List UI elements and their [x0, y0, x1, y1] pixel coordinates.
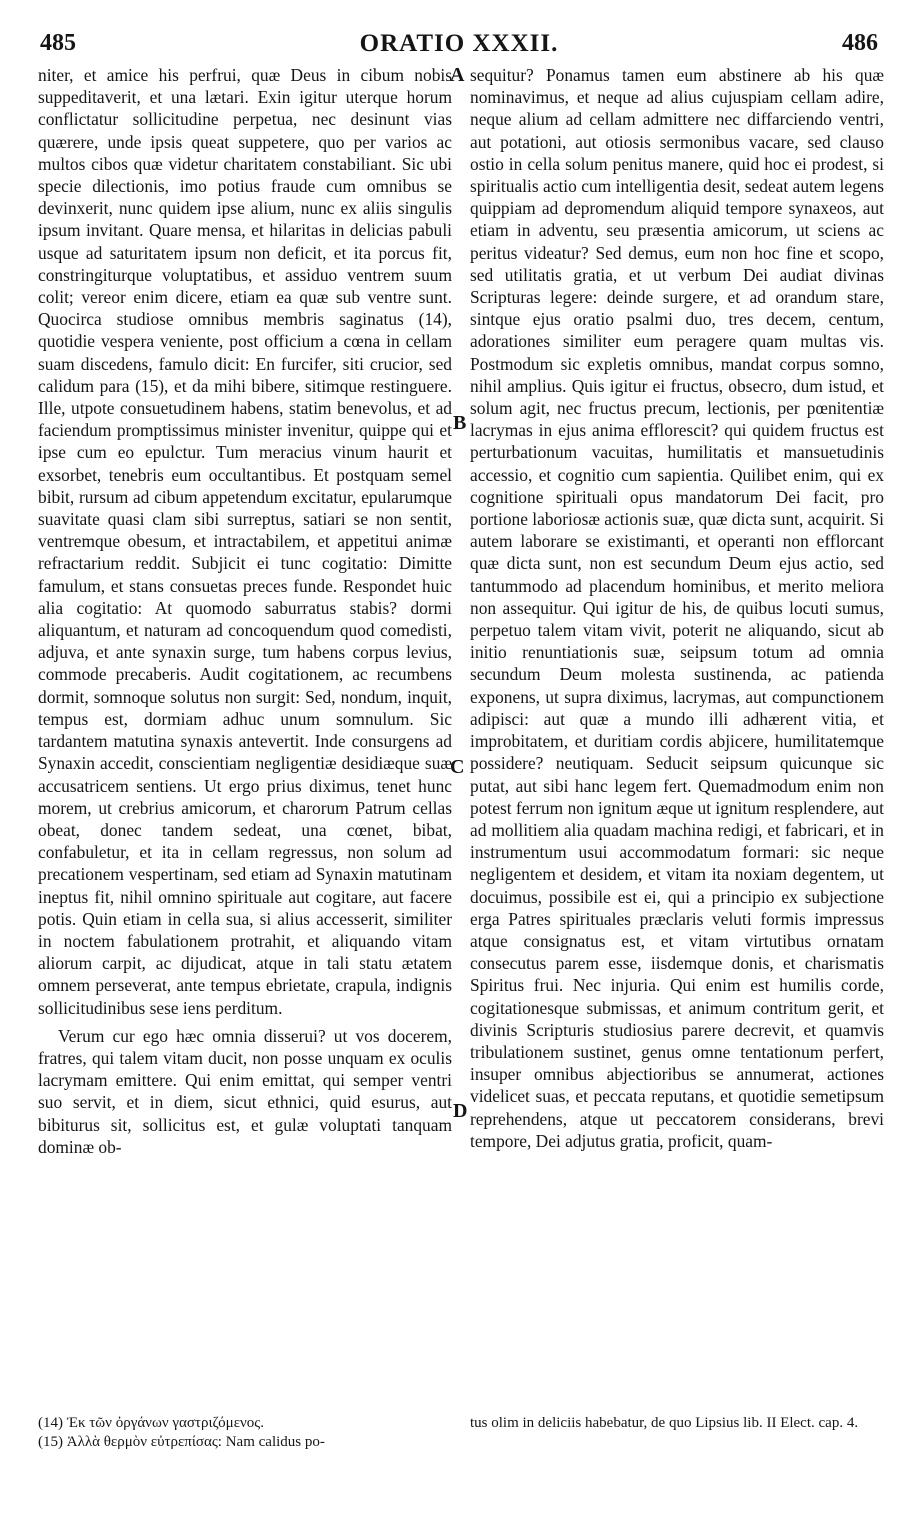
margin-marker-a: A: [450, 64, 465, 86]
right-column: [470, 64, 884, 1152]
footnote-14: (14) Ἐκ τῶν ὀργάνων γαστριζόμενος.: [38, 1415, 264, 1431]
footnotes-left: [38, 1414, 452, 1452]
margin-marker-d: D: [453, 1100, 468, 1122]
page-number-right: 486: [842, 30, 878, 56]
page-number-left: 485: [40, 30, 76, 56]
running-title: ORATIO XXXII.: [359, 30, 559, 57]
left-paragraph-1: niter, et amice his perfrui, quæ Deus in cibum nobis suppeditaverit, et una lætari. Exin igitur uterque horum conflictatur sollicitudine perpetua, nec desinunt vias quærere, unde ipsis queat suppetere, quo per varios ac multos cibos quæ videtur charitatem constabiliant. Sic ubi specie dilectionis, imo potius fraude cum omnibus se devinxerit, nunc quidem ipse alium, nunc ex aliis singulis ipsum invitant. Quare mensa, et hilaritas in delicias pabuli usque ad saturitatem ipsum non deficit, et ita porcus fit, constringiturque voluptatibus, et assiduo ventrem suum colit; vereor enim dicere, etiam ea quæ sub ventre sunt. Quocirca studiose omnibus membris saginatus (14), quotidie vespera veniente, post officium a cœna in cellam suam discedens, famulo dicit: En furcifer, siti crucior, sed calidum para (15), et da mihi bibere, sitimque restinguere. Ille, utpote consuetudinem habens, statim benevolus, et ad faciendum promptissimus minister invenitur, quippe qui et ipse cum eo epulctur. Tum meracius vinum haurit et exsorbet, tenebris eum occultantibus. Et postquam semel bibit, rursum ad cibum appetendum excitatur, epularumque suavitate quasi clam sibi surreptus, satiari se non sentit, ventremque obesum, et intractabilem, et appetitui animæ refractarium reddit. Subjicit ei tunc cogitatio: Dimitte famulum, et stans consuetas preces funde. Respondet huic alia cogitatio: At quomodo saburratus stabis? dormi aliquantum, et naturam ad concoquendum quod comedisti, adjuva, et ante synaxin surge, tum habens corpus levius, commode precaberis. Audit cogitationem, ac recumbens dormit, somnoque solutus non surgit: Sed, nondum, inquit, tempus est, dormiam adhuc unum somnulum. Sic tardantem matutina synaxis antevertit. Inde consurgens ad Synaxin accedit, conscientiam negligentiæ desidiæque suæ accusatricem sentiens. Ut ergo prius diximus, tenet hunc morem, ut crebrius amicorum, et charorum Patrum cellas obeat, donec tandem sedeat, una cœnet, bibat, confabuletur, et ita in cellam regressus, non solum ad precationem vespertinam, sed etiam ad Synaxin matutinam ineptus fit, nihil omnino spirituale aut cogitare, aut facere potis. Quin etiam in cella sua, si alius accesserit, similiter in noctem fabulationem protrahit, et aliquando vitam aliorum carpit, ac dijudicat, atque in tali statu ætatem omnem perseverat, ante tempus ebrietate, crapula, indignis sollicitudinibus sese iens perditum.: [38, 65, 452, 1018]
page-header: [40, 30, 878, 62]
footnote-15: (15) Ἀλλὰ θερμὸν εὐτρεπίσας: Nam calidus po-: [38, 1434, 325, 1450]
footnote-15-continuation: tus olim in deliciis habebatur, de quo Lipsius lib. II Elect. cap. 4.: [470, 1415, 859, 1431]
margin-marker-c: C: [450, 756, 465, 778]
left-paragraph-2: Verum cur ego hæc omnia disserui? ut vos docerem, fratres, qui talem vitam ducit, non posse unquam ex oculis lacrymam emittere. Qui enim emittat, qui semper ventri suo servit, et in diem, sicut ethnici, quid esurus, aut bibiturus sit, sollicitus est, et gulæ voluptati tanquam dominæ ob-: [38, 1025, 452, 1157]
right-paragraph-1: sequitur? Ponamus tamen eum abstinere ab his quæ nominavimus, et neque ad alius cujuspiam cellam adire, neque alium ad cellam admittere nec diffarciendo ventri, aut potationi, aut otiosis sermonibus vacare, sed clauso ostio in cella solum penitus manere, quid hoc ei prodest, si spiritualis actio cum intelligentia desit, sedeat autem legens quippiam ad depromendum aliquid tempore synaxeos, aut etiam in adventu, seu præsentia amicorum, ut sciens ac peritus videatur? Sed demus, eum non hoc fine et scopo, sed utilitatis gratia, et ut verbum Dei audiat divinas Scripturas legere: deinde surgere, et ad orandum stare, sintque ejus oratio psalmi duo, tres decem, centum, adorationes similiter eum peragere quam multas vis. Postmodum sic expletis omnibus, mandat corpus somno, nihil amplius. Quis igitur ei fructus, obsecro, dum istud, et solum agit, nec fructus precum, lectionis, per pœnitentiæ lacrymas in ejus anima efflorescit? qui quidem fructus est perturbationum vacuitas, humilitatis et mansuetudinis accessio, et cognitio cum sapientia. Quilibet enim, qui ex cognitione spirituali opus mandatorum Dei facit, pro portione laboriosæ actionis suæ, quæ dicta sunt, acquirit. Si autem laborare se existimanti, et operanti non efflorcant quæ dicta sunt, non est secundum Deum ejus actio, sed tantummodo ad placendum hominibus, et merito meliora non assequitur. Qui igitur de his, de quibus locuti sumus, perpetuo talem vitam vivit, poterit ne aliquando, sicut ab initio renuntiationis suæ, seipsum totum ad omnia secundum Deum molesta sustinenda, ac patienda exponens, ut supra diximus, lacrymas, aut compunctionem adipisci: aut quæ a mundo illi adhærent vitia, et improbitatem, et duritiam cordis abjicere, humilitatemque possidere? neutiquam. Seducit seipsum quicunque sic putat, aut sibi hanc legem fert. Quemadmodum enim non potest ferrum non ignitum æque ut ignitum resplendere, aut ad mollitiem alia quadam machina redigi, et fabricari, et in instrumentum usui accommodatum formari: sic neque negligentem et desidem, et vitam ita noxiam degentem, ut docuimus, possibile est ei, qui a principio ex subjectione erga Patres spirituales præclaris veluti formis impressus atque consignatus est, et vitam virtutibus ornatam consecutus parem esse, iisdemque donis, et charismatis Spiritus frui. Nec injuria. Qui enim est humilis corde, cogitationesque submissas, et animum contritum gerit, et divinis Scripturis studiosius parere decrevit, et quamvis tribulationem sustinet, genus omne tentationum perfert, insuper omnibus abjectioribus se annumerat, actiones videlicet suas, et peccata reputans, et quotidie semetipsum reprehendens, atque ut peccatorem considerans, brevi tempore, Dei adjutus gratia, proficit, quam-: [470, 65, 884, 1151]
margin-marker-b: B: [453, 412, 467, 434]
left-column: [38, 64, 452, 1158]
footnotes-right: [470, 1414, 884, 1433]
